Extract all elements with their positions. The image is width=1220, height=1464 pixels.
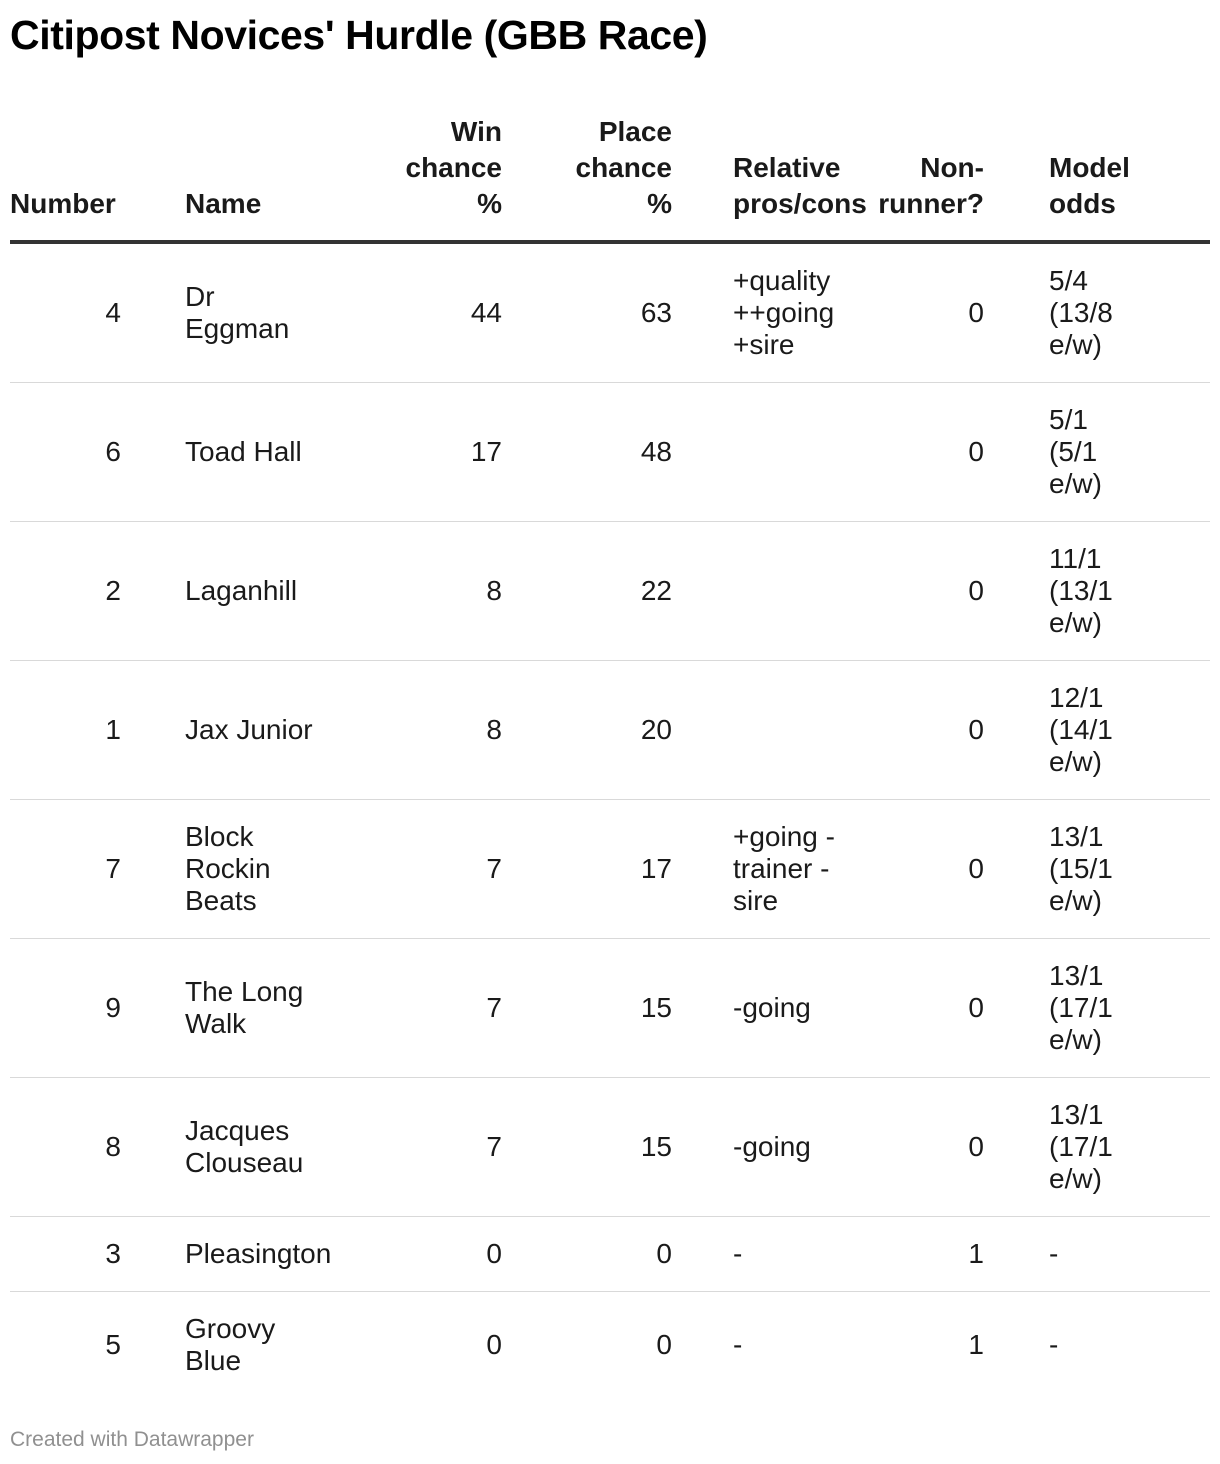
table-row: [10, 1078, 1210, 1217]
header-nr-line-1: Non-: [920, 152, 984, 183]
footer-credit[interactable]: Created with Datawrapper: [10, 1428, 254, 1451]
cell-model-odds: [984, 383, 1210, 522]
cell-name: [185, 242, 335, 383]
header-number-label: Number: [10, 188, 116, 219]
cell-win-chance: [335, 661, 502, 800]
cell-non-runner: [817, 939, 984, 1078]
header-pros-line-2: pros/cons: [733, 188, 867, 219]
cell-number-text: 7: [105, 853, 121, 884]
cell-non-runner-text: 0: [968, 714, 984, 745]
header-pros-cons[interactable]: [672, 114, 867, 242]
cell-win-chance-text: 7: [486, 1131, 502, 1162]
cell-pros-cons: [672, 522, 817, 661]
cell-non-runner: [817, 242, 984, 383]
cell-pros-cons: [672, 242, 835, 383]
cell-model-odds-text: -: [1049, 1238, 1059, 1269]
cell-place-chance: [502, 661, 672, 800]
cell-name: [185, 1292, 335, 1399]
cell-win-chance-text: 0: [486, 1238, 502, 1269]
cell-pros-cons: [672, 939, 817, 1078]
cell-model-odds: [984, 242, 1210, 383]
cell-pros-cons: [672, 1217, 817, 1292]
cell-model-odds-text: -: [1049, 1329, 1059, 1360]
cell-pros-cons-text: -: [733, 1329, 743, 1360]
cell-win-chance-text: 7: [486, 992, 502, 1023]
cell-number-text: 1: [105, 714, 121, 745]
header-number[interactable]: [10, 114, 185, 242]
cell-name-text: Dr Eggman: [185, 281, 290, 344]
cell-non-runner: [817, 1078, 984, 1217]
cell-number: [10, 800, 185, 939]
cell-model-odds: [984, 661, 1210, 800]
header-win-chance[interactable]: [335, 114, 502, 242]
table-row: [10, 1292, 1210, 1399]
cell-pros-cons: [672, 661, 817, 800]
cell-non-runner: [817, 661, 984, 800]
table-row: [10, 939, 1210, 1078]
cell-place-chance: [502, 383, 672, 522]
cell-place-chance-text: 63: [640, 297, 672, 328]
cell-model-odds: [984, 800, 1210, 939]
cell-non-runner-text: 1: [968, 1329, 984, 1360]
cell-number: [10, 1292, 185, 1399]
cell-model-odds: [984, 939, 1210, 1078]
cell-name: [185, 939, 335, 1078]
cell-win-chance: [335, 800, 502, 939]
cell-pros-cons-text: +quality ++going +sire: [733, 265, 835, 360]
header-place-line-3: %: [647, 188, 672, 219]
cell-win-chance: [335, 1078, 502, 1217]
cell-place-chance: [502, 522, 672, 661]
cell-model-odds: [984, 1078, 1210, 1217]
cell-win-chance: [335, 383, 502, 522]
header-win-line-1: Win: [450, 116, 502, 147]
cell-number-text: 5: [105, 1329, 121, 1360]
header-win-line-2: chance: [405, 152, 502, 183]
cell-number: [10, 1217, 185, 1292]
cell-pros-cons: [672, 1292, 817, 1399]
cell-name: [185, 800, 335, 939]
cell-win-chance-text: 8: [486, 714, 502, 745]
header-place-line-1: Place: [598, 116, 672, 147]
header-non-runner[interactable]: [817, 114, 984, 242]
cell-pros-cons-text: -: [733, 1238, 743, 1269]
header-name-label: Name: [185, 188, 262, 219]
cell-model-odds-text: 12/1 (14/1 e/w): [1049, 682, 1113, 777]
cell-win-chance-text: 8: [486, 575, 502, 606]
cell-number: [10, 242, 185, 383]
cell-model-odds-text: 13/1 (17/1 e/w): [1049, 960, 1113, 1055]
header-name[interactable]: [185, 114, 335, 242]
cell-win-chance: [335, 939, 502, 1078]
cell-number-text: 8: [105, 1131, 121, 1162]
race-table: [10, 114, 1210, 1398]
header-place-chance[interactable]: [502, 114, 672, 242]
cell-non-runner: [817, 522, 984, 661]
cell-win-chance: [335, 1292, 502, 1399]
cell-number-text: 9: [105, 992, 121, 1023]
cell-non-runner-text: 0: [968, 1131, 984, 1162]
cell-non-runner-text: 0: [968, 297, 984, 328]
cell-model-odds-text: 5/1 (5/1 e/w): [1049, 404, 1102, 499]
cell-number: [10, 1078, 185, 1217]
cell-win-chance-text: 17: [470, 436, 502, 467]
cell-number: [10, 522, 185, 661]
cell-pros-cons: [672, 383, 817, 522]
header-pros-line-1: Relative: [733, 152, 841, 183]
cell-place-chance: [502, 1292, 672, 1399]
cell-pros-cons: [672, 1078, 817, 1217]
cell-win-chance-text: 44: [470, 297, 502, 328]
cell-name-text: Groovy Blue: [185, 1313, 276, 1376]
header-nr-line-2: runner?: [878, 188, 984, 219]
cell-non-runner-text: 1: [968, 1238, 984, 1269]
cell-number-text: 2: [105, 575, 121, 606]
cell-win-chance-text: 7: [486, 853, 502, 884]
cell-model-odds: [984, 1292, 1210, 1399]
cell-number: [10, 383, 185, 522]
cell-name-text: Jacques Clouseau: [185, 1115, 304, 1178]
cell-number: [10, 661, 185, 800]
cell-name-text: Laganhill: [185, 575, 298, 606]
cell-place-chance-text: 48: [640, 436, 672, 467]
cell-model-odds-text: 5/4 (13/8 e/w): [1049, 265, 1113, 360]
chart-title: Citipost Novices' Hurdle (GBB Race): [10, 12, 708, 58]
cell-place-chance: [502, 1078, 672, 1217]
table-row: [10, 661, 1210, 800]
cell-model-odds-text: 13/1 (17/1 e/w): [1049, 1099, 1113, 1194]
cell-number-text: 4: [105, 297, 121, 328]
cell-non-runner-text: 0: [968, 853, 984, 884]
cell-place-chance-text: 20: [640, 714, 672, 745]
table-body: [10, 242, 1210, 1398]
header-win-line-3: %: [477, 188, 502, 219]
cell-place-chance-text: 17: [640, 853, 672, 884]
cell-name-text: The Long Walk: [185, 976, 304, 1039]
cell-place-chance-text: 15: [640, 1131, 672, 1162]
cell-name: [185, 1078, 335, 1217]
cell-non-runner-text: 0: [968, 992, 984, 1023]
header-row: [10, 114, 1210, 242]
header-place-line-2: chance: [575, 152, 672, 183]
cell-name-text: Toad Hall: [185, 436, 302, 467]
cell-non-runner: [817, 383, 984, 522]
header-odds-line-1: Model: [1049, 152, 1130, 183]
cell-number-text: 6: [105, 436, 121, 467]
cell-name: [185, 522, 335, 661]
table-row: [10, 1217, 1210, 1292]
cell-place-chance-text: 22: [640, 575, 672, 606]
cell-non-runner-text: 0: [968, 575, 984, 606]
table-row: [10, 242, 1210, 383]
cell-place-chance: [502, 1217, 672, 1292]
cell-model-odds-text: 11/1 (13/1 e/w): [1049, 543, 1113, 638]
cell-pros-cons: [672, 800, 835, 939]
cell-pros-cons-text: -going: [733, 992, 811, 1023]
cell-model-odds: [984, 1217, 1210, 1292]
cell-win-chance: [335, 1217, 502, 1292]
table-row: [10, 800, 1210, 939]
cell-name: [185, 383, 335, 522]
cell-non-runner: [817, 800, 984, 939]
cell-name-text: Jax Junior: [185, 714, 313, 745]
cell-place-chance: [502, 800, 672, 939]
cell-pros-cons-text: +going -trainer -sire: [733, 821, 835, 916]
cell-win-chance-text: 0: [486, 1329, 502, 1360]
table-row: [10, 522, 1210, 661]
cell-pros-cons-text: -going: [733, 1131, 811, 1162]
cell-model-odds: [984, 522, 1210, 661]
header-model-odds[interactable]: [984, 114, 1210, 242]
header-odds-line-2: odds: [1049, 188, 1116, 219]
cell-name-text: Pleasington: [185, 1238, 332, 1269]
cell-name-text: Block Rockin Beats: [185, 821, 271, 916]
table-row: [10, 383, 1210, 522]
table-header: [10, 114, 1210, 242]
cell-win-chance: [335, 242, 502, 383]
cell-non-runner: [817, 1292, 984, 1399]
cell-place-chance-text: 0: [656, 1329, 672, 1360]
cell-number: [10, 939, 185, 1078]
cell-non-runner-text: 0: [968, 436, 984, 467]
cell-place-chance-text: 15: [640, 992, 672, 1023]
cell-place-chance: [502, 242, 672, 383]
cell-name: [185, 1217, 335, 1292]
cell-number-text: 3: [105, 1238, 121, 1269]
cell-name: [185, 661, 335, 800]
cell-win-chance: [335, 522, 502, 661]
cell-model-odds-text: 13/1 (15/1 e/w): [1049, 821, 1113, 916]
cell-place-chance-text: 0: [656, 1238, 672, 1269]
cell-non-runner: [817, 1217, 984, 1292]
cell-place-chance: [502, 939, 672, 1078]
